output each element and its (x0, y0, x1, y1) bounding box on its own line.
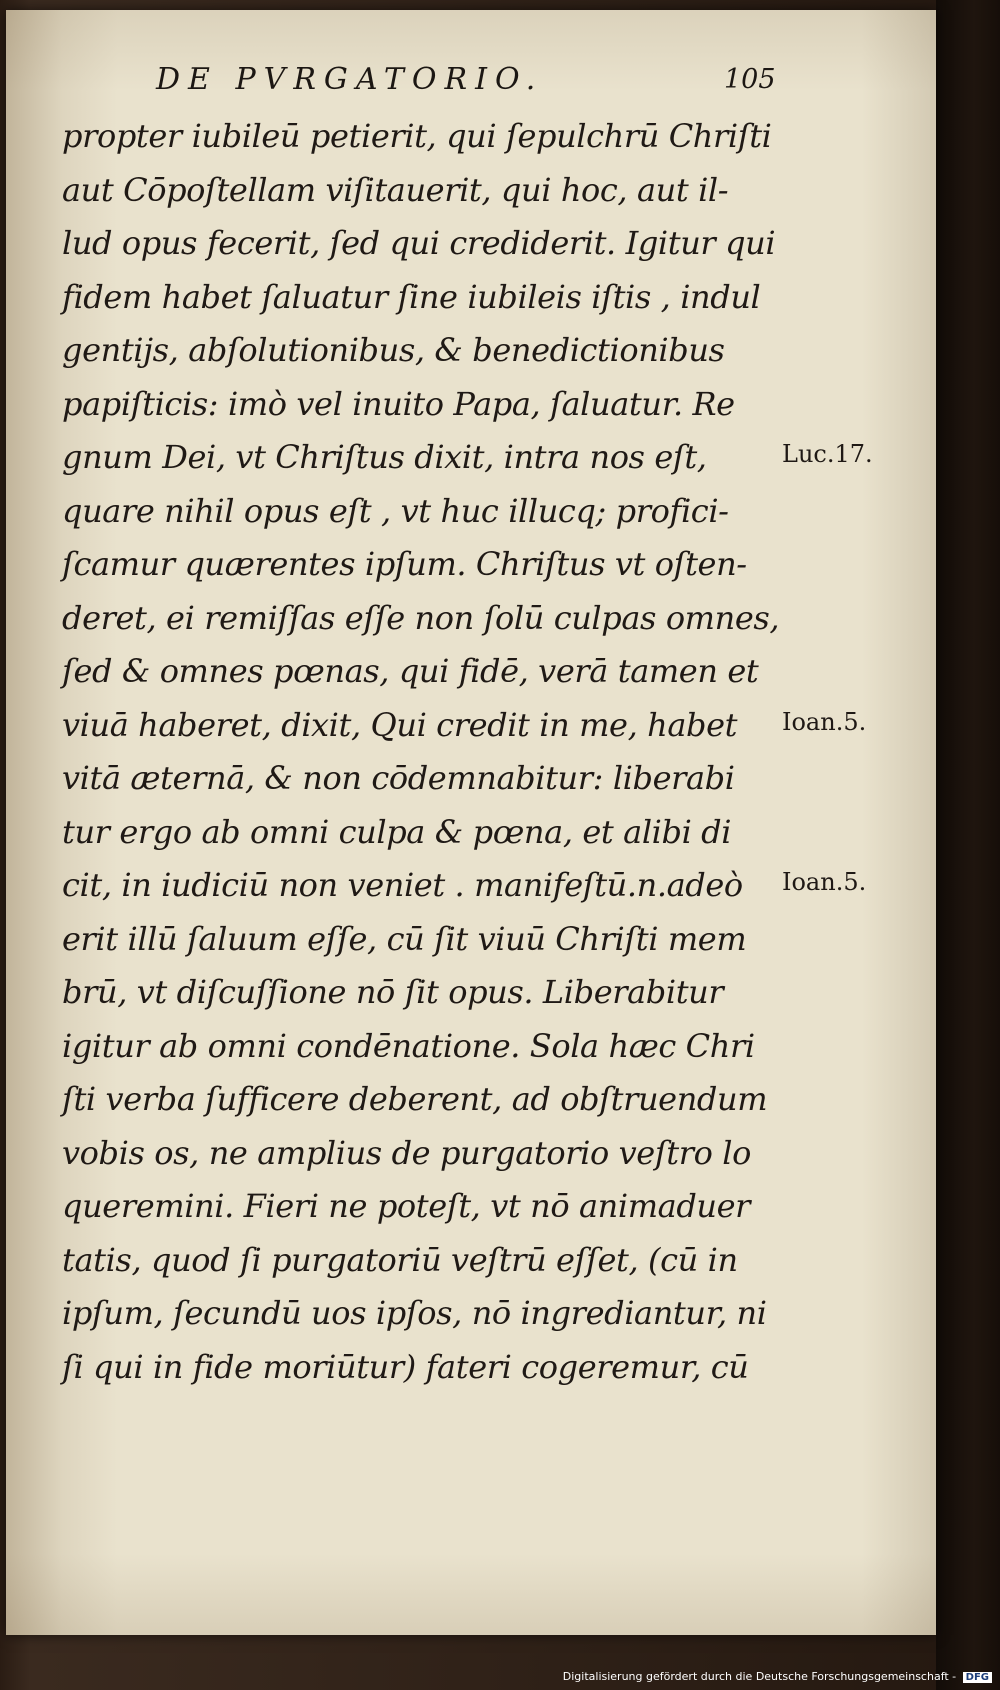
text-line: deret, ei remiſſas eſſe non ſolū culpas omnes, (62, 598, 780, 637)
text-line: propter iubileū petierit, qui ſepulchrū Chriſti (62, 117, 772, 155)
margin-note-ioan-5: Ioan.5. (782, 868, 867, 896)
text-line: brū, vt diſcuſſione nō ſit opus. Liberabitur (62, 973, 724, 1011)
text-line: aut Cōpoſtellam viſitauerit, qui hoc, aut il- (62, 170, 729, 209)
text-line: cit, in iudiciū non veniet . manifeſtū.n.adeò (62, 866, 743, 904)
dfg-logo: DFG (963, 1672, 992, 1683)
body-text (62, 110, 782, 1394)
text-line: vobis os, ne amplius de purgatorio veſtro lo (62, 1133, 751, 1172)
text-line: queremini. Fieri ne poteſt, vt nō animaduer (62, 1187, 751, 1225)
text-line: quare nihil opus eſt , vt huc illucq; profici- (62, 491, 729, 530)
text-line: vitā æternā, & non cōdemnabitur: liberabi (62, 759, 735, 797)
binding-edge (936, 0, 1000, 1690)
running-head: DE PVRGATORIO. (156, 62, 544, 97)
text-line: gentijs, abſolutionibus, & benedictionibus (62, 331, 725, 369)
text-line: gnum Dei, vt Chriſtus dixit, intra nos eſt, (62, 438, 707, 476)
text-line: ſcamur quærentes ipſum. Chriſtus vt oſten- (62, 545, 747, 583)
page-header (6, 62, 936, 112)
page-number: 105 (724, 64, 776, 95)
text-line: ſti verba ſufficere deberent, ad obſtruendum (62, 1080, 768, 1118)
text-line: ipſum, ſecundū uos ipſos, nō ingrediantur, ni (62, 1294, 767, 1332)
book-page (6, 10, 936, 1635)
text-line: papiſticis: imò vel inuito Papa, ſaluatur. Re (62, 384, 735, 423)
credit-text: Digitalisierung gefördert durch die Deutsche Forschungsgemeinschaft - (562, 1670, 957, 1683)
margin-note-luc-17: Luc.17. (782, 440, 873, 468)
text-line: ſi qui in fide moriūtur) fateri cogeremur, cū (62, 1347, 749, 1386)
text-line: erit illū ſaluum eſſe, cū ſit viuū Chriſti mem (62, 919, 747, 958)
margin-note-ioan-5: Ioan.5. (782, 708, 867, 736)
digitization-credit (563, 1670, 992, 1683)
text-line: lud opus fecerit, ſed qui crediderit. Igitur qui (62, 224, 776, 262)
text-line: tur ergo ab omni culpa & pœna, et alibi di (62, 812, 732, 851)
text-line: ſed & omnes pœnas, qui fidē, verā tamen et (62, 652, 759, 690)
text-line: fidem habet ſaluatur ſine iubileis iſtis , indul (62, 277, 761, 316)
text-line: viuā haberet, dixit, Qui credit in me, habet (62, 705, 738, 744)
text-line: tatis, quod ſi purgatoriū veſtrū eſſet, (cū in (62, 1240, 738, 1279)
text-line: igitur ab omni condēnatione. Sola hæc Chri (62, 1026, 755, 1065)
